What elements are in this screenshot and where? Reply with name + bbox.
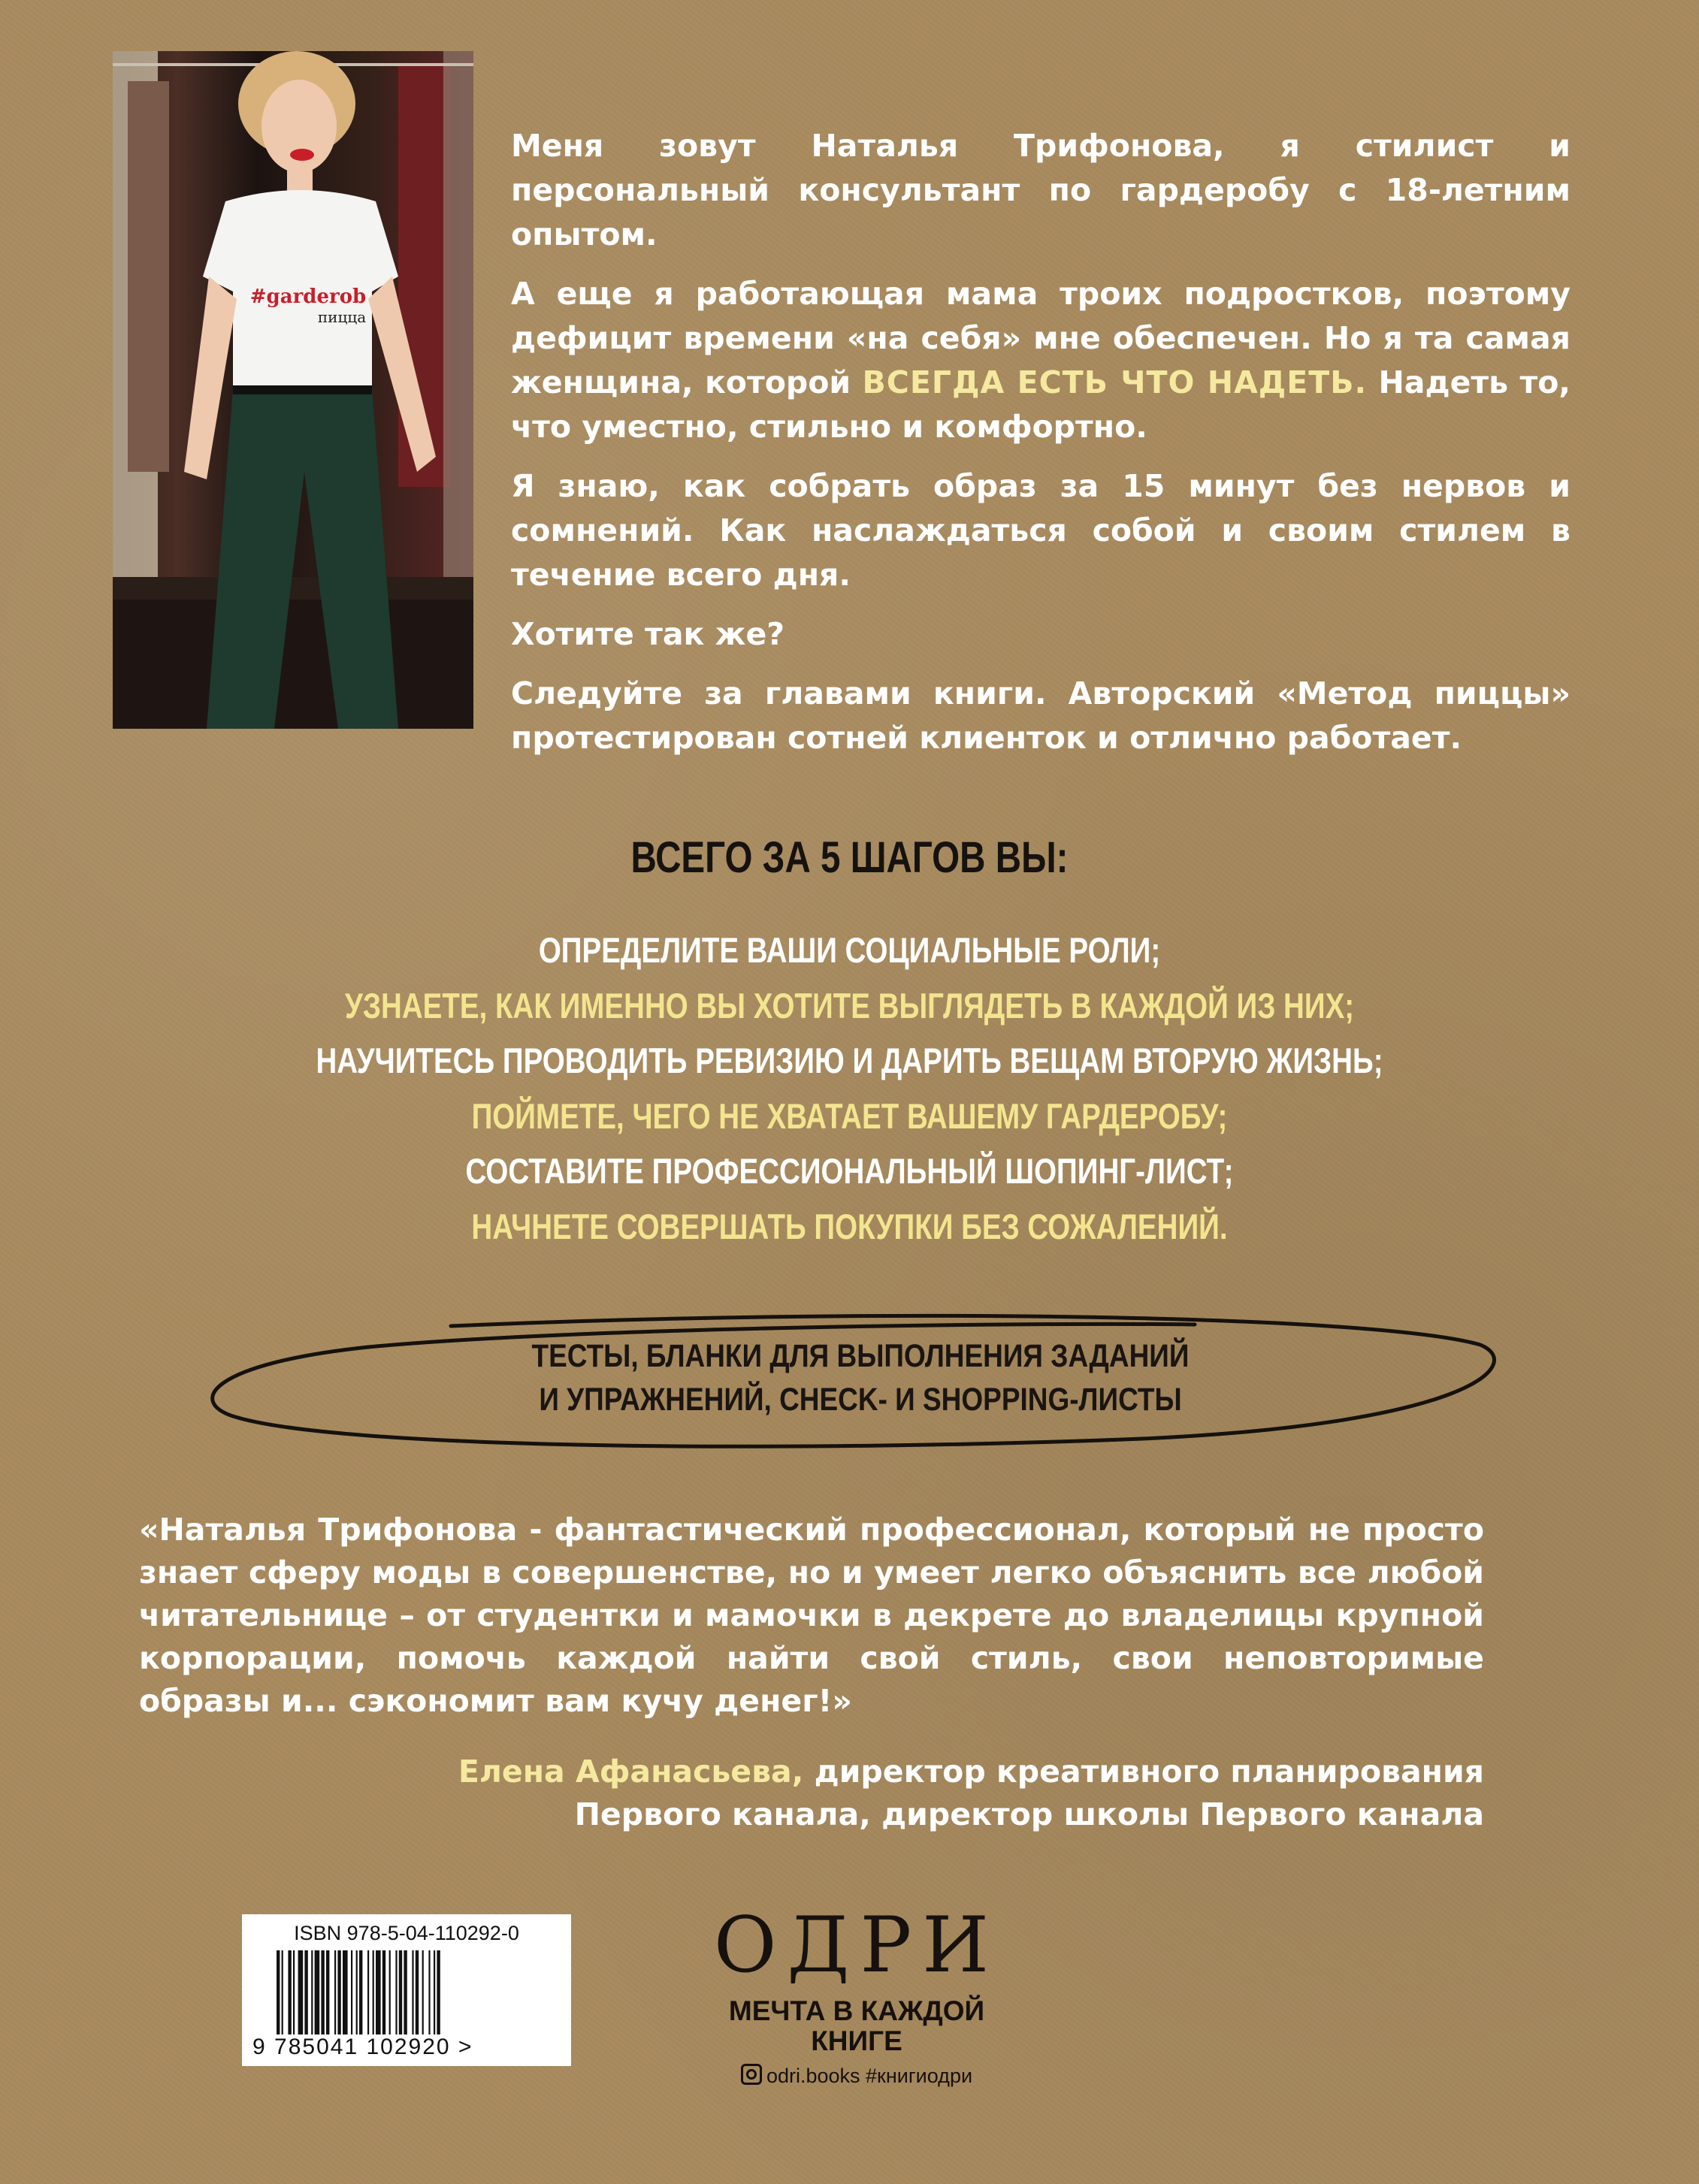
bio-paragraph-intro: Меня зовут Наталья Трифонова, я стилист и персональный консультант по гардеробу с 18-летним опытом. — [511, 128, 1571, 252]
publisher-tagline-line-2: КНИГЕ — [811, 2025, 902, 2056]
barcode-bar — [412, 1950, 413, 2034]
social-handles: odri.books #книгиодри — [766, 2065, 973, 2087]
steps-title: ВСЕГО ЗА 5 ШАГОВ ВЫ: — [630, 833, 1069, 882]
barcode-bar — [437, 1950, 440, 2034]
barcode-bar — [395, 1950, 397, 2034]
bio-mother-end: Надеть то, что уместно, стильно и комфортно. — [511, 364, 1571, 445]
shirt-hashtag: #garderob — [249, 285, 367, 308]
publisher-name: ОДРИ — [713, 1901, 1000, 1990]
barcode-bar — [311, 1950, 313, 2034]
bio-paragraph-method: Следуйте за главами книги. Авторский «Метод пиццы» протестирован сотней клиенток и отлично работает. — [511, 675, 1571, 756]
step-item: УЗНАЕТЕ, КАК ИМЕННО ВЫ ХОТИТЕ ВЫГЛЯДЕТЬ В КАЖДОЙ ИЗ НИХ; — [344, 985, 1355, 1026]
publisher-social — [661, 2064, 1052, 2088]
barcode-bar — [298, 1950, 304, 2034]
step-item: ПОЙМЕТЕ, ЧЕГО НЕ ХВАТАЕТ ВАШЕМУ ГАРДЕРОБУ; — [471, 1095, 1228, 1136]
steps-list — [0, 923, 1699, 1254]
barcode-bar — [343, 1950, 348, 2034]
barcode-bar — [304, 1950, 307, 2034]
barcode-bar — [373, 1950, 374, 2034]
barcode-bar — [293, 1950, 295, 2034]
author-photo-illustration — [113, 51, 473, 729]
barcode-bar — [277, 1950, 280, 2034]
isbn-label: ISBN 978-5-04-110292-0 — [294, 1922, 519, 1944]
step-item: НАЧНЕТЕ СОВЕРШАТЬ ПОКУПКИ БЕЗ СОЖАЛЕНИЙ. — [471, 1206, 1228, 1246]
barcode-bar — [334, 1950, 336, 2034]
barcode-bar — [376, 1950, 381, 2034]
barcode-bar — [434, 1950, 435, 2034]
shirt-word: пицца — [317, 308, 367, 326]
author-bio — [511, 124, 1571, 775]
author-line-1 — [240, 1751, 1484, 1793]
bio-paragraph-skills: Я знаю, как собрать образ за 15 минут без нервов и сомнений. Как наслаждаться собой и своим стилем в течение всего дня. — [511, 468, 1571, 593]
barcode-bar — [326, 1950, 329, 2034]
step-item: НАУЧИТЕСЬ ПРОВОДИТЬ РЕВИЗИЮ И ДАРИТЬ ВЕЩАМ ВТОРУЮ ЖИЗНЬ; — [316, 1041, 1383, 1080]
barcode-bar — [321, 1950, 324, 2034]
barcode-bar — [382, 1950, 385, 2034]
step-item: СОСТАВИТЕ ПРОФЕССИОНАЛЬНЫЙ ШОПИНГ-ЛИСТ; — [465, 1151, 1234, 1191]
barcode-bar — [351, 1950, 352, 2034]
instagram-icon — [741, 2064, 762, 2085]
publisher-tagline-line-1: МЕЧТА В КАЖДОЙ — [728, 1995, 985, 2026]
author-name: Елена Афанасьева, — [458, 1754, 804, 1790]
barcode — [242, 1914, 571, 2066]
barcode-bars — [277, 1950, 540, 2034]
barcode-bar — [428, 1950, 430, 2034]
oval-line-2: И УПРАЖНЕНИЙ, CHECK- И SHOPPING-ЛИСТЫ — [539, 1382, 1182, 1418]
oval-line-1: ТЕСТЫ, БЛАНКИ ДЛЯ ВЫПОЛНЕНИЯ ЗАДАНИЙ — [531, 1338, 1190, 1374]
testimonial-quote: «Наталья Трифонова - фантастический профессионал, который не просто знает сферу моды в совершенстве, но и умеет легко объяснить все любой читательнице – от студентки и мамочки в декрете до владелицы крупной корпорации, помочь каждой найти свой стиль, свои неповторимые образы и... сэкономит вам кучу денег!» — [139, 1512, 1484, 1719]
barcode-bar — [367, 1950, 369, 2034]
barcode-bar — [282, 1950, 283, 2034]
author-role-1: директор креативного планирования — [803, 1754, 1484, 1790]
bio-paragraph-question: Хотите так же? — [511, 616, 785, 652]
barcode-bar — [416, 1950, 419, 2034]
barcode-bar — [404, 1950, 407, 2034]
barcode-bar — [422, 1950, 424, 2034]
bio-mother-start: А еще я работающая мама троих подростков, поэтому дефицит времени «на себя» мне обеспечен. Но я та самая женщина, которой — [511, 276, 1571, 400]
author-role-2: Первого канала, директор школы Первого канала — [574, 1796, 1484, 1832]
step-item: ОПРЕДЕЛИТЕ ВАШИ СОЦИАЛЬНЫЕ РОЛИ; — [538, 930, 1161, 970]
barcode-bar — [288, 1950, 291, 2034]
bio-emphasis: ВСЕГДА ЕСТЬ ЧТО НАДЕТЬ. — [862, 364, 1368, 400]
barcode-bar — [399, 1950, 402, 2034]
barcode-bar — [315, 1950, 320, 2034]
bio-paragraph-mother — [511, 272, 1571, 449]
barcode-bar — [356, 1950, 358, 2034]
oval-callout — [482, 1334, 1238, 1421]
author-photo — [113, 51, 473, 729]
barcode-bar — [359, 1950, 362, 2034]
publisher-tagline — [661, 1996, 1052, 2056]
barcode-digits: 9 785041 102920 > — [252, 2034, 473, 2059]
publisher-logo — [661, 1901, 1052, 2088]
testimonial-author — [240, 1751, 1484, 1836]
barcode-bar — [389, 1950, 391, 2034]
barcode-bar — [337, 1950, 340, 2034]
